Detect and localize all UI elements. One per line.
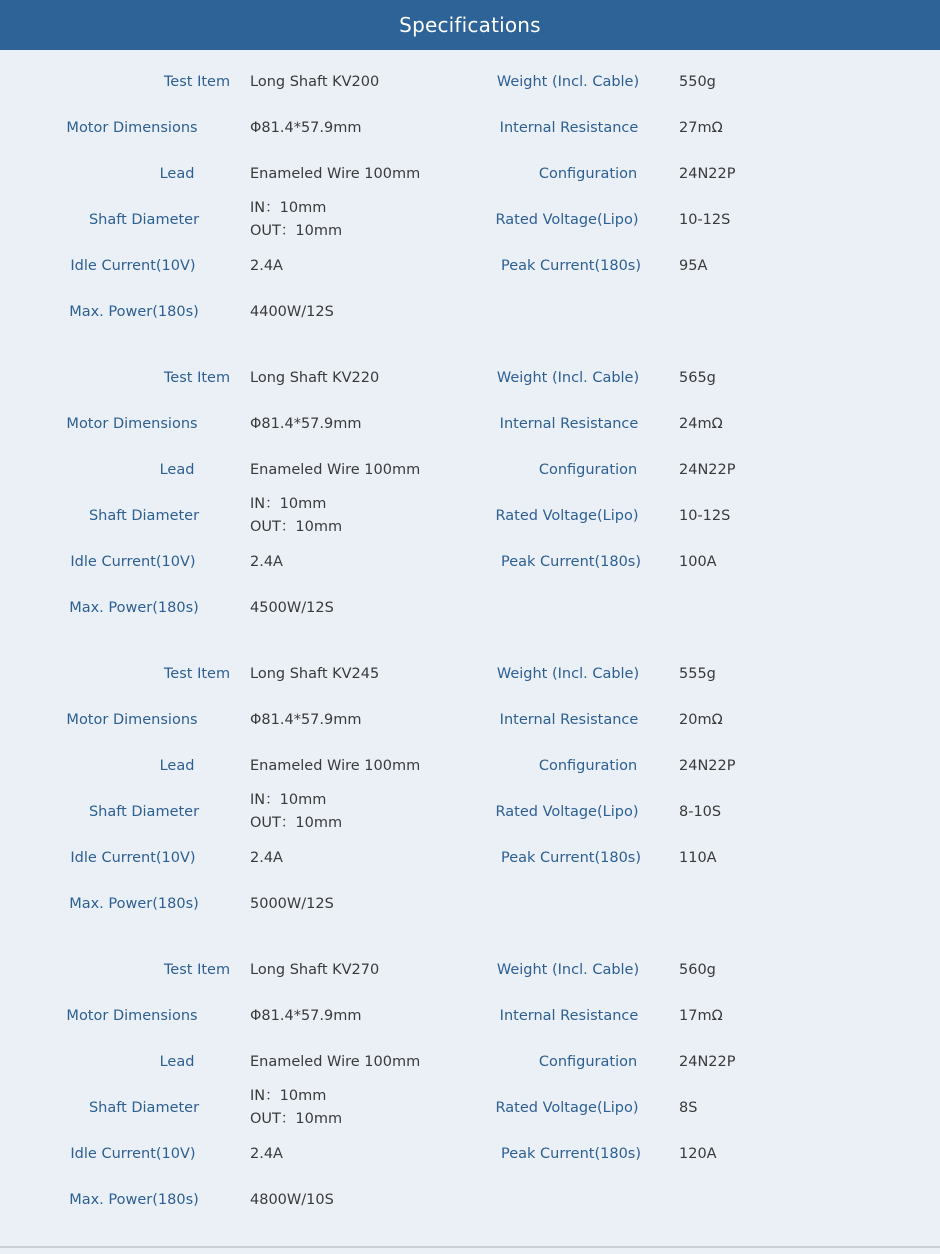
shaft-out-value: OUT：10mm — [250, 519, 343, 535]
idle-current-label: Idle Current(10V) — [70, 553, 196, 570]
page-title: Specifications — [399, 13, 541, 37]
weight-label: Weight (Incl. Cable) — [496, 665, 640, 682]
internal-resistance-value: 24mΩ — [679, 415, 723, 432]
shaft-in-value: IN：10mm — [250, 1088, 327, 1104]
idle-current-value: 2.4A — [250, 553, 283, 570]
rated-voltage-label: Rated Voltage(Lipo) — [495, 1099, 639, 1116]
motor-dimensions-label: Motor Dimensions — [66, 119, 198, 136]
idle-current-label: Idle Current(10V) — [70, 849, 196, 866]
max-power-value: 4800W/10S — [250, 1191, 334, 1208]
test-item-value: Long Shaft KV200 — [250, 73, 380, 90]
peak-current-value: 100A — [679, 553, 717, 570]
lead-label: Lead — [159, 165, 195, 182]
weight-value: 565g — [679, 369, 716, 386]
motor-dimensions-value: Φ81.4*57.9mm — [250, 1007, 362, 1024]
test-item-label: Test Item — [163, 73, 231, 90]
weight-label: Weight (Incl. Cable) — [496, 73, 640, 90]
test-item-label: Test Item — [163, 665, 231, 682]
shaft-diameter-label: Shaft Diameter — [88, 211, 200, 228]
configuration-value: 24N22P — [679, 1053, 736, 1070]
internal-resistance-value: 27mΩ — [679, 119, 723, 136]
configuration-label: Configuration — [538, 1053, 638, 1070]
weight-value: 550g — [679, 73, 716, 90]
test-item-value: Long Shaft KV220 — [250, 369, 380, 386]
rated-voltage-value: 10-12S — [679, 211, 731, 228]
peak-current-value: 95A — [679, 257, 708, 274]
max-power-label: Max. Power(180s) — [69, 599, 199, 616]
rated-voltage-value: 8-10S — [679, 803, 722, 820]
shaft-diameter-label: Shaft Diameter — [88, 803, 200, 820]
internal-resistance-label: Internal Resistance — [499, 415, 639, 432]
lead-value: Enameled Wire 100mm — [250, 757, 421, 774]
spec-block — [0, 70, 940, 366]
motor-dimensions-value: Φ81.4*57.9mm — [250, 415, 362, 432]
test-item-value: Long Shaft KV245 — [250, 665, 380, 682]
max-power-value: 4400W/12S — [250, 303, 334, 320]
lead-value: Enameled Wire 100mm — [250, 165, 421, 182]
motor-dimensions-label: Motor Dimensions — [66, 1007, 198, 1024]
weight-value: 560g — [679, 961, 716, 978]
motor-dimensions-label: Motor Dimensions — [66, 711, 198, 728]
peak-current-value: 120A — [679, 1145, 717, 1162]
internal-resistance-label: Internal Resistance — [499, 1007, 639, 1024]
configuration-label: Configuration — [538, 757, 638, 774]
configuration-label: Configuration — [538, 165, 638, 182]
shaft-out-value: OUT：10mm — [250, 1111, 343, 1127]
rated-voltage-value: 8S — [679, 1099, 698, 1116]
test-item-label: Test Item — [163, 369, 231, 386]
shaft-in-value: IN：10mm — [250, 496, 327, 512]
motor-dimensions-label: Motor Dimensions — [66, 415, 198, 432]
lead-value: Enameled Wire 100mm — [250, 461, 421, 478]
spec-block — [0, 958, 940, 1254]
configuration-value: 24N22P — [679, 757, 736, 774]
peak-current-label: Peak Current(180s) — [500, 849, 642, 866]
configuration-value: 24N22P — [679, 165, 736, 182]
max-power-label: Max. Power(180s) — [69, 895, 199, 912]
rated-voltage-label: Rated Voltage(Lipo) — [495, 211, 639, 228]
idle-current-value: 2.4A — [250, 849, 283, 866]
configuration-value: 24N22P — [679, 461, 736, 478]
rated-voltage-label: Rated Voltage(Lipo) — [495, 507, 639, 524]
shaft-diameter-label: Shaft Diameter — [88, 1099, 200, 1116]
shaft-diameter-label: Shaft Diameter — [88, 507, 200, 524]
idle-current-value: 2.4A — [250, 1145, 283, 1162]
motor-dimensions-value: Φ81.4*57.9mm — [250, 711, 362, 728]
lead-label: Lead — [159, 461, 195, 478]
test-item-value: Long Shaft KV270 — [250, 961, 380, 978]
weight-value: 555g — [679, 665, 716, 682]
idle-current-value: 2.4A — [250, 257, 283, 274]
spec-block — [0, 366, 940, 662]
idle-current-label: Idle Current(10V) — [70, 1145, 196, 1162]
weight-label: Weight (Incl. Cable) — [496, 961, 640, 978]
internal-resistance-value: 20mΩ — [679, 711, 723, 728]
max-power-label: Max. Power(180s) — [69, 303, 199, 320]
motor-dimensions-value: Φ81.4*57.9mm — [250, 119, 362, 136]
internal-resistance-label: Internal Resistance — [499, 119, 639, 136]
lead-label: Lead — [159, 757, 195, 774]
specifications-header — [0, 0, 940, 50]
peak-current-label: Peak Current(180s) — [500, 553, 642, 570]
max-power-label: Max. Power(180s) — [69, 1191, 199, 1208]
configuration-label: Configuration — [538, 461, 638, 478]
shaft-in-value: IN：10mm — [250, 792, 327, 808]
shaft-out-value: OUT：10mm — [250, 223, 343, 239]
peak-current-label: Peak Current(180s) — [500, 1145, 642, 1162]
peak-current-value: 110A — [679, 849, 717, 866]
lead-value: Enameled Wire 100mm — [250, 1053, 421, 1070]
internal-resistance-value: 17mΩ — [679, 1007, 723, 1024]
rated-voltage-value: 10-12S — [679, 507, 731, 524]
max-power-value: 5000W/12S — [250, 895, 334, 912]
weight-label: Weight (Incl. Cable) — [496, 369, 640, 386]
spec-block — [0, 662, 940, 958]
peak-current-label: Peak Current(180s) — [500, 257, 642, 274]
shaft-out-value: OUT：10mm — [250, 815, 343, 831]
max-power-value: 4500W/12S — [250, 599, 334, 616]
rated-voltage-label: Rated Voltage(Lipo) — [495, 803, 639, 820]
lead-label: Lead — [159, 1053, 195, 1070]
internal-resistance-label: Internal Resistance — [499, 711, 639, 728]
test-item-label: Test Item — [163, 961, 231, 978]
shaft-in-value: IN：10mm — [250, 200, 327, 216]
idle-current-label: Idle Current(10V) — [70, 257, 196, 274]
